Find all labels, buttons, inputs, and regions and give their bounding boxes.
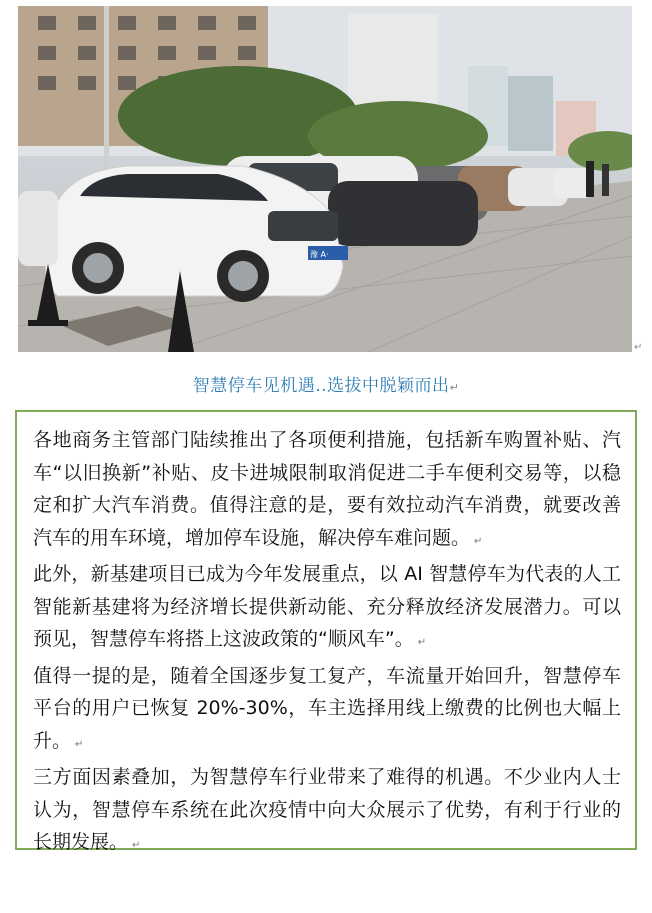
paragraph-text: 此外，新基建项目已成为今年发展重点，以 AI 智慧停车为代表的人工智能新基建将为经济增长提供新动能、充分释放经济发展潜力。可以预见，智慧停车将搭上这波政策的“顺风车”。 bbox=[33, 563, 621, 650]
paragraph-mark: ↵ bbox=[417, 637, 427, 648]
paragraph-text: 值得一提的是，随着全国逐步复工复产，车流量开始回升，智慧停车平台的用户已恢复 20%-30%，车主选择用线上缴费的比例也大幅上升。 bbox=[33, 664, 621, 752]
paragraph-text: 各地商务主管部门陆续推出了各项便利措施，包括新车购置补贴、汽车“以旧换新”补贴、皮卡进城限制取消促进二手车便利交易等，以稳定和扩大汽车消费。值得注意的是，要有效拉动汽车消费，就要改善汽车的用车环境，增加停车设施，解决停车难问题。 bbox=[33, 429, 621, 549]
paragraph-mark: ↵ bbox=[449, 381, 460, 394]
photo-caption bbox=[0, 371, 652, 396]
license-plate: 豫 A· bbox=[310, 250, 329, 259]
paragraph-mark: ↵ bbox=[634, 342, 643, 353]
article-paragraph bbox=[33, 558, 621, 660]
article-textbox bbox=[15, 410, 637, 853]
article-paragraph bbox=[33, 761, 621, 863]
paragraph-text: 三方面因素叠加，为智慧停车行业带来了难得的机遇。不少业内人士认为，智慧停车系统在此次疫情中向大众展示了优势，有利于行业的长期发展。 bbox=[33, 766, 621, 853]
paragraph-mark: ↵ bbox=[75, 738, 84, 750]
paragraph-mark: ↵ bbox=[132, 840, 141, 851]
article-paragraph bbox=[33, 660, 621, 762]
paragraph-mark: ↵ bbox=[474, 535, 483, 547]
article-paragraph bbox=[33, 424, 621, 558]
caption-text: 智慧停车见机遇‥选拔中脱颖而出 bbox=[192, 376, 450, 396]
parking-lot-photo bbox=[18, 6, 632, 352]
parking-scene-illustration bbox=[18, 6, 632, 352]
